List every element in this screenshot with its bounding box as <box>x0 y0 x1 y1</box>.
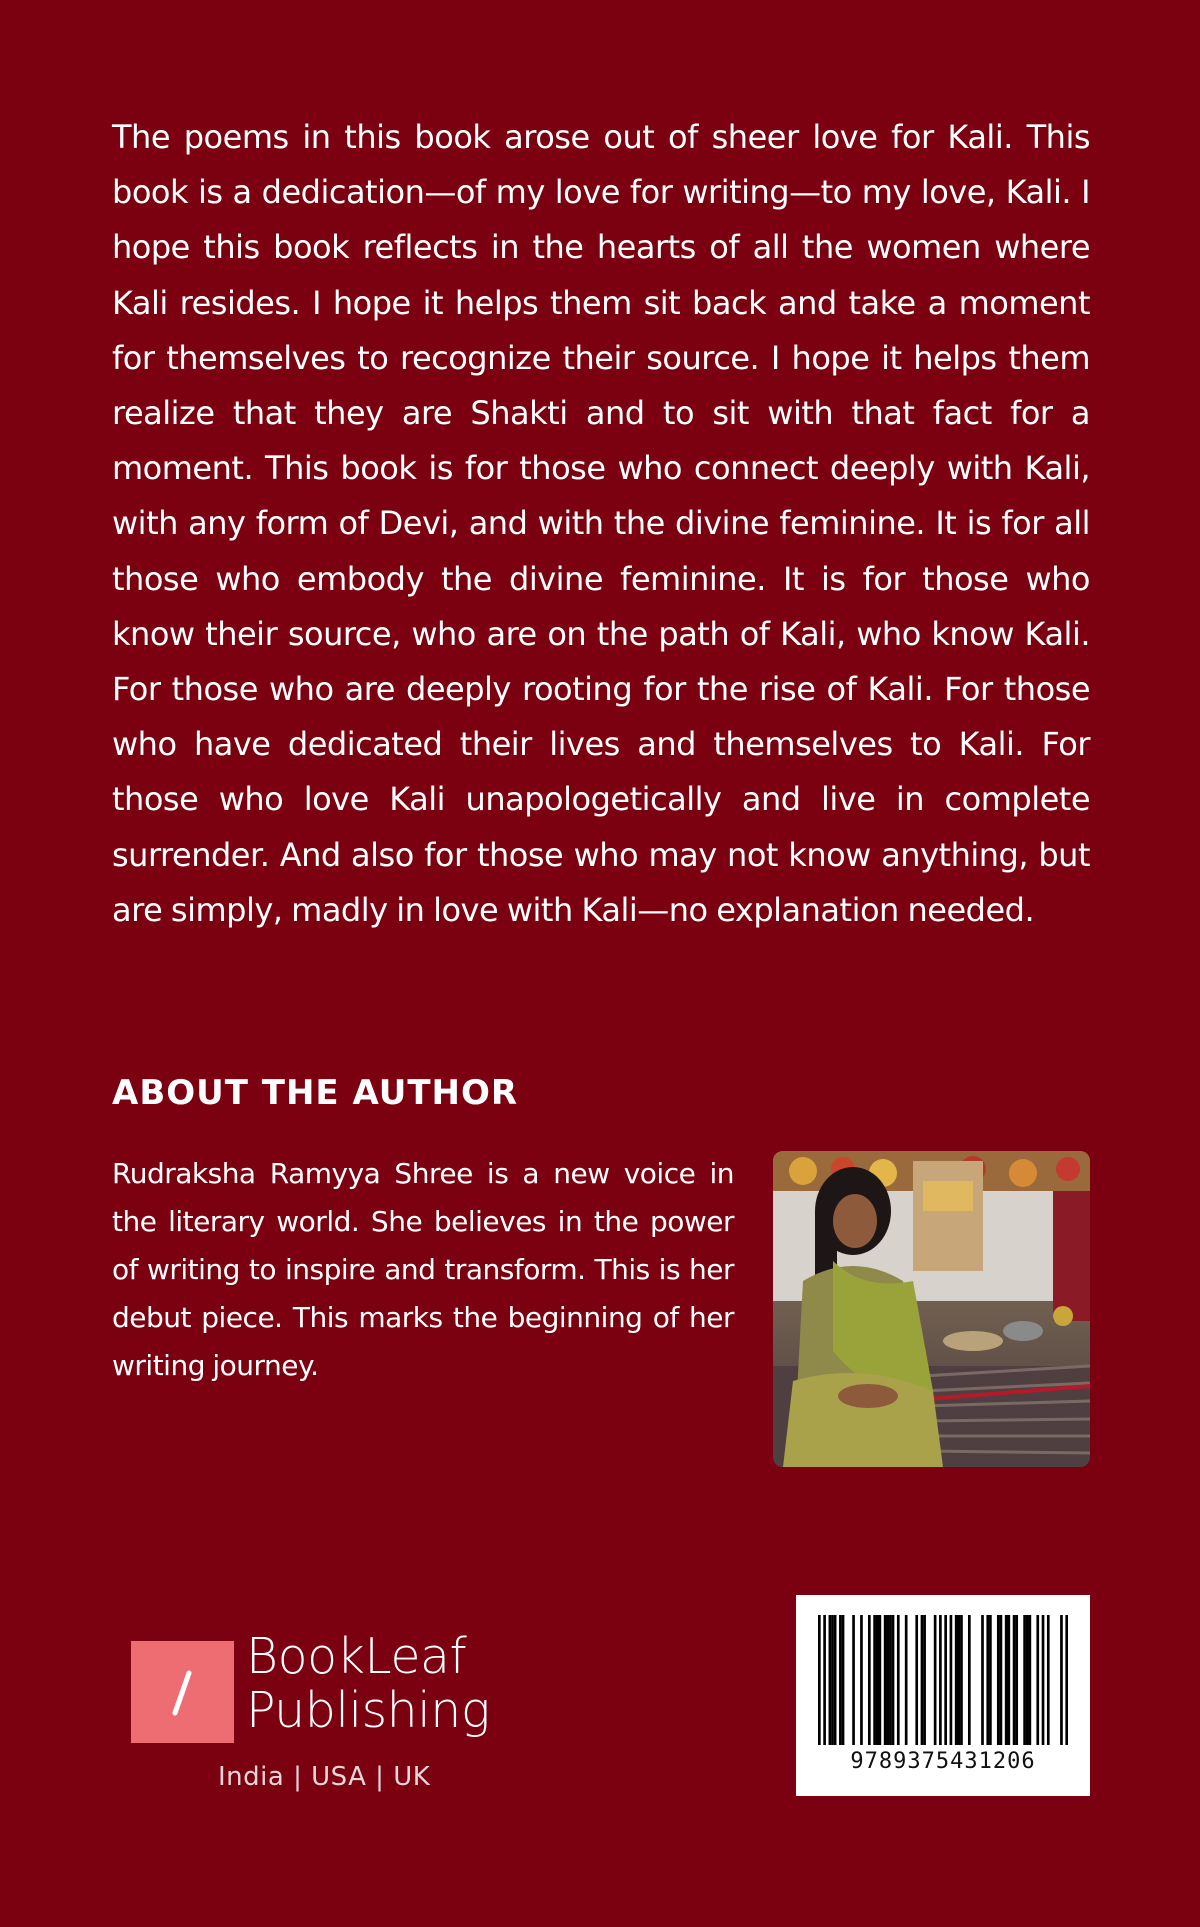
barcode-bar <box>892 1615 895 1745</box>
barcode-bar <box>915 1615 918 1745</box>
barcode-bar <box>997 1615 1000 1745</box>
barcode-bar <box>986 1615 989 1745</box>
barcode-bar <box>1000 1615 1003 1745</box>
barcode-bar <box>831 1615 834 1745</box>
barcode-bars <box>818 1615 1068 1745</box>
about-author-heading: ABOUT THE AUTHOR <box>112 1073 519 1113</box>
barcode-bar <box>944 1615 947 1745</box>
publisher-name-line2: Publishing <box>246 1682 490 1739</box>
about-author-text: Rudraksha Ramyya Shree is a new voice in the literary world. She believes in the power of writing to inspire and transform. This is her debut piece. This marks the beginning of her writing journey. <box>112 1157 734 1382</box>
barcode-bar <box>1005 1615 1008 1745</box>
barcode-bar <box>1029 1615 1032 1745</box>
barcode-bar <box>957 1615 960 1745</box>
barcode-bar <box>1023 1615 1026 1745</box>
barcode-bar <box>886 1615 889 1745</box>
back-cover-blurb: The poems in this book arose out of sheer love for Kali. This book is a dedication—of my love for writing—to my love, Kali. I hope this book reflects in the hearts of all the women where Kali resides. I hope it helps them sit back and take a moment for themselves to recognize their source. I hope it helps them realize that they are Shakti and to sit with that fact for a moment. This book is for those who connect deeply with Kali, with any form of Devi, and with the divine feminine. It is for all those who embody the divine feminine. It is for those who know their source, who are on the path of Kali, who know Kali. For those who are deeply rooting for the rise of Kali. For those who have dedicated their lives and themselves to Kali. For those who love Kali unapologetically and live in complete surrender. And also for those who may not know anything, but are simply, madly in love with Kali—no explanation needed. <box>112 118 1090 929</box>
barcode-bar <box>939 1615 942 1745</box>
barcode-bar <box>1036 1615 1039 1745</box>
barcode-bar <box>1042 1615 1045 1745</box>
publisher-logo <box>131 1641 234 1743</box>
isbn-number: 9789375431206 <box>850 1749 1036 1774</box>
barcode-bar <box>960 1615 963 1745</box>
barcode-bar <box>1007 1615 1010 1745</box>
isbn-barcode <box>796 1595 1090 1796</box>
barcode-bar <box>1013 1615 1016 1745</box>
barcode-bar <box>889 1615 892 1745</box>
author-photo <box>773 1151 1090 1467</box>
barcode-bar <box>876 1615 879 1745</box>
barcode-bar <box>1015 1615 1018 1745</box>
barcode-bar <box>873 1615 876 1745</box>
publisher-regions: India | USA | UK <box>218 1762 431 1792</box>
barcode-bar <box>1047 1615 1050 1745</box>
barcode-bar <box>834 1615 837 1745</box>
barcode-bar <box>905 1615 908 1745</box>
publisher-name <box>246 1630 490 1738</box>
barcode-bar <box>989 1615 992 1745</box>
barcode-bar <box>923 1615 926 1745</box>
barcode-bar <box>829 1615 832 1745</box>
barcode-bar <box>823 1615 826 1745</box>
barcode-bar <box>842 1615 845 1745</box>
barcode-bar <box>852 1615 855 1745</box>
barcode-bar <box>879 1615 882 1745</box>
barcode-bar <box>981 1615 984 1745</box>
barcode-bar <box>839 1615 842 1745</box>
barcode-bar <box>1060 1615 1063 1745</box>
barcode-bar <box>860 1615 863 1745</box>
barcode-bar <box>884 1615 887 1745</box>
barcode-bar <box>868 1615 871 1745</box>
barcode-bar <box>818 1615 821 1745</box>
barcode-bar <box>1026 1615 1029 1745</box>
barcode-bar <box>950 1615 953 1745</box>
barcode-bar <box>934 1615 937 1745</box>
barcode-bar <box>1065 1615 1068 1745</box>
barcode-bar <box>897 1615 900 1745</box>
publisher-name-line1: BookLeaf <box>246 1628 467 1685</box>
barcode-bar <box>955 1615 958 1745</box>
barcode-bar <box>968 1615 971 1745</box>
barcode-bar <box>921 1615 924 1745</box>
slash-icon <box>131 1641 234 1743</box>
